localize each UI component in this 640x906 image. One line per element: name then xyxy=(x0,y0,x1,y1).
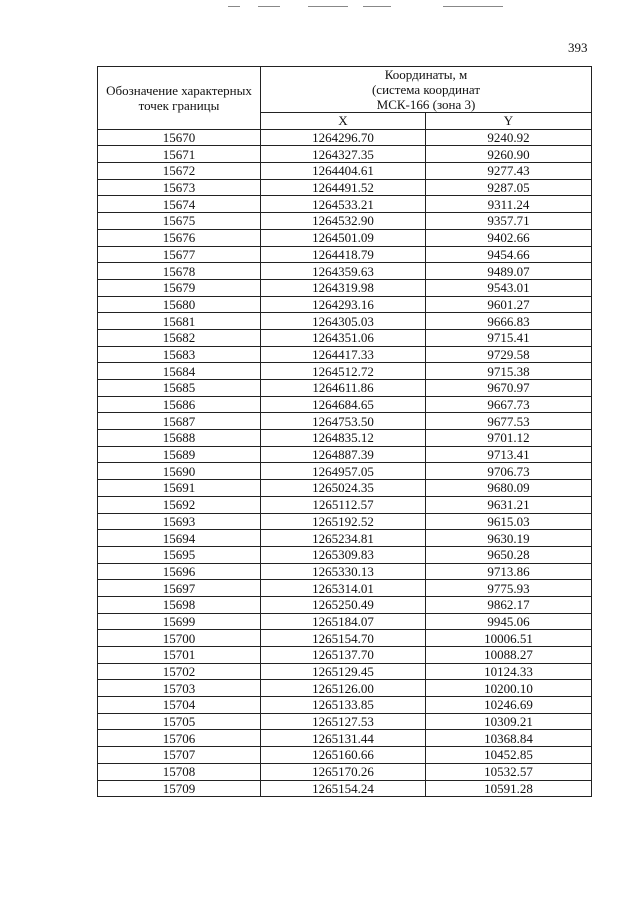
table-row xyxy=(98,363,592,380)
x-coordinate-cell: 1264501.09 xyxy=(261,229,426,246)
x-coordinate-cell: 1264491.52 xyxy=(261,179,426,196)
table-row xyxy=(98,580,592,597)
point-id-cell: 15673 xyxy=(98,179,261,196)
table-row xyxy=(98,179,592,196)
y-coordinate-cell: 9260.90 xyxy=(426,146,592,163)
point-id-cell: 15698 xyxy=(98,596,261,613)
table-row xyxy=(98,663,592,680)
x-coordinate-cell: 1264418.79 xyxy=(261,246,426,263)
point-id-cell: 15701 xyxy=(98,647,261,664)
point-id-cell: 15705 xyxy=(98,713,261,730)
point-id-cell: 15681 xyxy=(98,313,261,330)
y-coordinate-cell: 9713.41 xyxy=(426,446,592,463)
table-row xyxy=(98,496,592,513)
y-coordinate-cell: 10124.33 xyxy=(426,663,592,680)
x-coordinate-cell: 1264532.90 xyxy=(261,213,426,230)
table-row xyxy=(98,296,592,313)
point-id-cell: 15694 xyxy=(98,530,261,547)
y-coordinate-cell: 9666.83 xyxy=(426,313,592,330)
y-coordinate-cell: 9615.03 xyxy=(426,513,592,530)
point-id-cell: 15674 xyxy=(98,196,261,213)
y-coordinate-cell: 9729.58 xyxy=(426,346,592,363)
y-coordinate-cell: 10368.84 xyxy=(426,730,592,747)
table-row xyxy=(98,530,592,547)
y-coordinate-cell: 9701.12 xyxy=(426,430,592,447)
point-label-header xyxy=(98,67,261,130)
point-id-cell: 15683 xyxy=(98,346,261,363)
table-row xyxy=(98,780,592,797)
y-coordinate-cell: 9630.19 xyxy=(426,530,592,547)
table-row xyxy=(98,129,592,146)
coordinates-table xyxy=(97,66,592,797)
y-coordinate-cell: 9862.17 xyxy=(426,596,592,613)
y-coordinate-cell: 9402.66 xyxy=(426,229,592,246)
point-id-cell: 15699 xyxy=(98,613,261,630)
table-row xyxy=(98,146,592,163)
table-row xyxy=(98,680,592,697)
table-row xyxy=(98,380,592,397)
point-id-cell: 15684 xyxy=(98,363,261,380)
coords-header xyxy=(261,67,592,113)
point-id-cell: 15676 xyxy=(98,229,261,246)
x-coordinate-cell: 1264684.65 xyxy=(261,396,426,413)
y-column-header: Y xyxy=(426,113,592,130)
y-coordinate-cell: 10088.27 xyxy=(426,647,592,664)
x-coordinate-cell: 1265112.57 xyxy=(261,496,426,513)
x-coordinate-cell: 1264293.16 xyxy=(261,296,426,313)
y-coordinate-cell: 10591.28 xyxy=(426,780,592,797)
table-row xyxy=(98,647,592,664)
x-coordinate-cell: 1265160.66 xyxy=(261,747,426,764)
x-coordinate-cell: 1264611.86 xyxy=(261,380,426,397)
y-coordinate-cell: 9715.38 xyxy=(426,363,592,380)
point-id-cell: 15689 xyxy=(98,446,261,463)
x-coordinate-cell: 1265309.83 xyxy=(261,546,426,563)
x-coordinate-cell: 1265024.35 xyxy=(261,480,426,497)
x-coordinate-cell: 1265154.24 xyxy=(261,780,426,797)
table-row xyxy=(98,163,592,180)
x-coordinate-cell: 1264305.03 xyxy=(261,313,426,330)
y-coordinate-cell: 9631.21 xyxy=(426,496,592,513)
table-row xyxy=(98,430,592,447)
table-row xyxy=(98,263,592,280)
y-coordinate-cell: 9670.97 xyxy=(426,380,592,397)
point-id-cell: 15686 xyxy=(98,396,261,413)
point-id-cell: 15677 xyxy=(98,246,261,263)
x-coordinate-cell: 1264404.61 xyxy=(261,163,426,180)
table-row xyxy=(98,313,592,330)
x-coordinate-cell: 1264533.21 xyxy=(261,196,426,213)
point-id-cell: 15680 xyxy=(98,296,261,313)
x-coordinate-cell: 1264957.05 xyxy=(261,463,426,480)
x-coordinate-cell: 1264319.98 xyxy=(261,279,426,296)
point-id-cell: 15678 xyxy=(98,263,261,280)
coords-system: (система координат xyxy=(371,82,481,97)
table-row xyxy=(98,396,592,413)
table-row xyxy=(98,763,592,780)
x-coordinate-cell: 1265137.70 xyxy=(261,647,426,664)
y-coordinate-cell: 9277.43 xyxy=(426,163,592,180)
point-id-cell: 15672 xyxy=(98,163,261,180)
point-id-cell: 15682 xyxy=(98,329,261,346)
y-coordinate-cell: 9945.06 xyxy=(426,613,592,630)
table-row xyxy=(98,446,592,463)
y-coordinate-cell: 9667.73 xyxy=(426,396,592,413)
x-coordinate-cell: 1265234.81 xyxy=(261,530,426,547)
point-id-cell: 15696 xyxy=(98,563,261,580)
point-id-cell: 15670 xyxy=(98,129,261,146)
point-id-cell: 15685 xyxy=(98,380,261,397)
y-coordinate-cell: 9706.73 xyxy=(426,463,592,480)
y-coordinate-cell: 9454.66 xyxy=(426,246,592,263)
x-coordinate-cell: 1265154.70 xyxy=(261,630,426,647)
point-id-cell: 15688 xyxy=(98,430,261,447)
x-coordinate-cell: 1264417.33 xyxy=(261,346,426,363)
x-column-header: X xyxy=(261,113,426,130)
x-coordinate-cell: 1265126.00 xyxy=(261,680,426,697)
x-coordinate-cell: 1264296.70 xyxy=(261,129,426,146)
y-coordinate-cell: 10006.51 xyxy=(426,630,592,647)
point-id-cell: 15704 xyxy=(98,697,261,714)
table-row xyxy=(98,329,592,346)
x-coordinate-cell: 1265129.45 xyxy=(261,663,426,680)
point-id-cell: 15709 xyxy=(98,780,261,797)
x-coordinate-cell: 1264359.63 xyxy=(261,263,426,280)
x-coordinate-cell: 1265170.26 xyxy=(261,763,426,780)
point-id-cell: 15675 xyxy=(98,213,261,230)
point-id-cell: 15707 xyxy=(98,747,261,764)
table-row xyxy=(98,229,592,246)
y-coordinate-cell: 9601.27 xyxy=(426,296,592,313)
y-coordinate-cell: 10246.69 xyxy=(426,697,592,714)
table-row xyxy=(98,630,592,647)
x-coordinate-cell: 1265250.49 xyxy=(261,596,426,613)
table-row xyxy=(98,480,592,497)
coords-title: Координаты, м xyxy=(384,67,468,82)
point-id-cell: 15679 xyxy=(98,279,261,296)
scan-artifact-marks xyxy=(228,6,528,10)
y-coordinate-cell: 9775.93 xyxy=(426,580,592,597)
x-coordinate-cell: 1265133.85 xyxy=(261,697,426,714)
table-row xyxy=(98,747,592,764)
y-coordinate-cell: 9650.28 xyxy=(426,546,592,563)
x-coordinate-cell: 1264351.06 xyxy=(261,329,426,346)
x-coordinate-cell: 1264512.72 xyxy=(261,363,426,380)
table-row xyxy=(98,613,592,630)
table-row xyxy=(98,563,592,580)
table-row xyxy=(98,346,592,363)
page-number: 393 xyxy=(568,40,588,55)
table-row xyxy=(98,546,592,563)
point-id-cell: 15687 xyxy=(98,413,261,430)
point-id-cell: 15693 xyxy=(98,513,261,530)
point-label-text: Обозначение характерных точек границы xyxy=(106,82,252,113)
y-coordinate-cell: 10200.10 xyxy=(426,680,592,697)
point-id-cell: 15706 xyxy=(98,730,261,747)
x-coordinate-cell: 1265314.01 xyxy=(261,580,426,597)
point-id-cell: 15700 xyxy=(98,630,261,647)
table-row xyxy=(98,213,592,230)
table-row xyxy=(98,730,592,747)
y-coordinate-cell: 9287.05 xyxy=(426,179,592,196)
y-coordinate-cell: 10452.85 xyxy=(426,747,592,764)
point-id-cell: 15697 xyxy=(98,580,261,597)
point-id-cell: 15691 xyxy=(98,480,261,497)
x-coordinate-cell: 1265192.52 xyxy=(261,513,426,530)
y-coordinate-cell: 9543.01 xyxy=(426,279,592,296)
y-coordinate-cell: 10309.21 xyxy=(426,713,592,730)
table-row xyxy=(98,713,592,730)
y-coordinate-cell: 9357.71 xyxy=(426,213,592,230)
point-id-cell: 15702 xyxy=(98,663,261,680)
table-row xyxy=(98,246,592,263)
x-coordinate-cell: 1265127.53 xyxy=(261,713,426,730)
y-coordinate-cell: 9311.24 xyxy=(426,196,592,213)
point-id-cell: 15695 xyxy=(98,546,261,563)
point-id-cell: 15703 xyxy=(98,680,261,697)
y-coordinate-cell: 9713.86 xyxy=(426,563,592,580)
y-coordinate-cell: 9677.53 xyxy=(426,413,592,430)
x-coordinate-cell: 1265184.07 xyxy=(261,613,426,630)
x-coordinate-cell: 1264835.12 xyxy=(261,430,426,447)
x-coordinate-cell: 1265131.44 xyxy=(261,730,426,747)
y-coordinate-cell: 9489.07 xyxy=(426,263,592,280)
table-row xyxy=(98,413,592,430)
x-coordinate-cell: 1264887.39 xyxy=(261,446,426,463)
y-coordinate-cell: 9680.09 xyxy=(426,480,592,497)
table-row xyxy=(98,463,592,480)
point-id-cell: 15692 xyxy=(98,496,261,513)
table-row xyxy=(98,513,592,530)
table-row xyxy=(98,196,592,213)
point-id-cell: 15708 xyxy=(98,763,261,780)
x-coordinate-cell: 1264327.35 xyxy=(261,146,426,163)
table-row xyxy=(98,596,592,613)
x-coordinate-cell: 1264753.50 xyxy=(261,413,426,430)
point-id-cell: 15690 xyxy=(98,463,261,480)
y-coordinate-cell: 9240.92 xyxy=(426,129,592,146)
y-coordinate-cell: 9715.41 xyxy=(426,329,592,346)
y-coordinate-cell: 10532.57 xyxy=(426,763,592,780)
x-coordinate-cell: 1265330.13 xyxy=(261,563,426,580)
table-row xyxy=(98,279,592,296)
point-id-cell: 15671 xyxy=(98,146,261,163)
coords-zone: МСК-166 (зона 3) xyxy=(376,97,476,112)
table-row xyxy=(98,697,592,714)
